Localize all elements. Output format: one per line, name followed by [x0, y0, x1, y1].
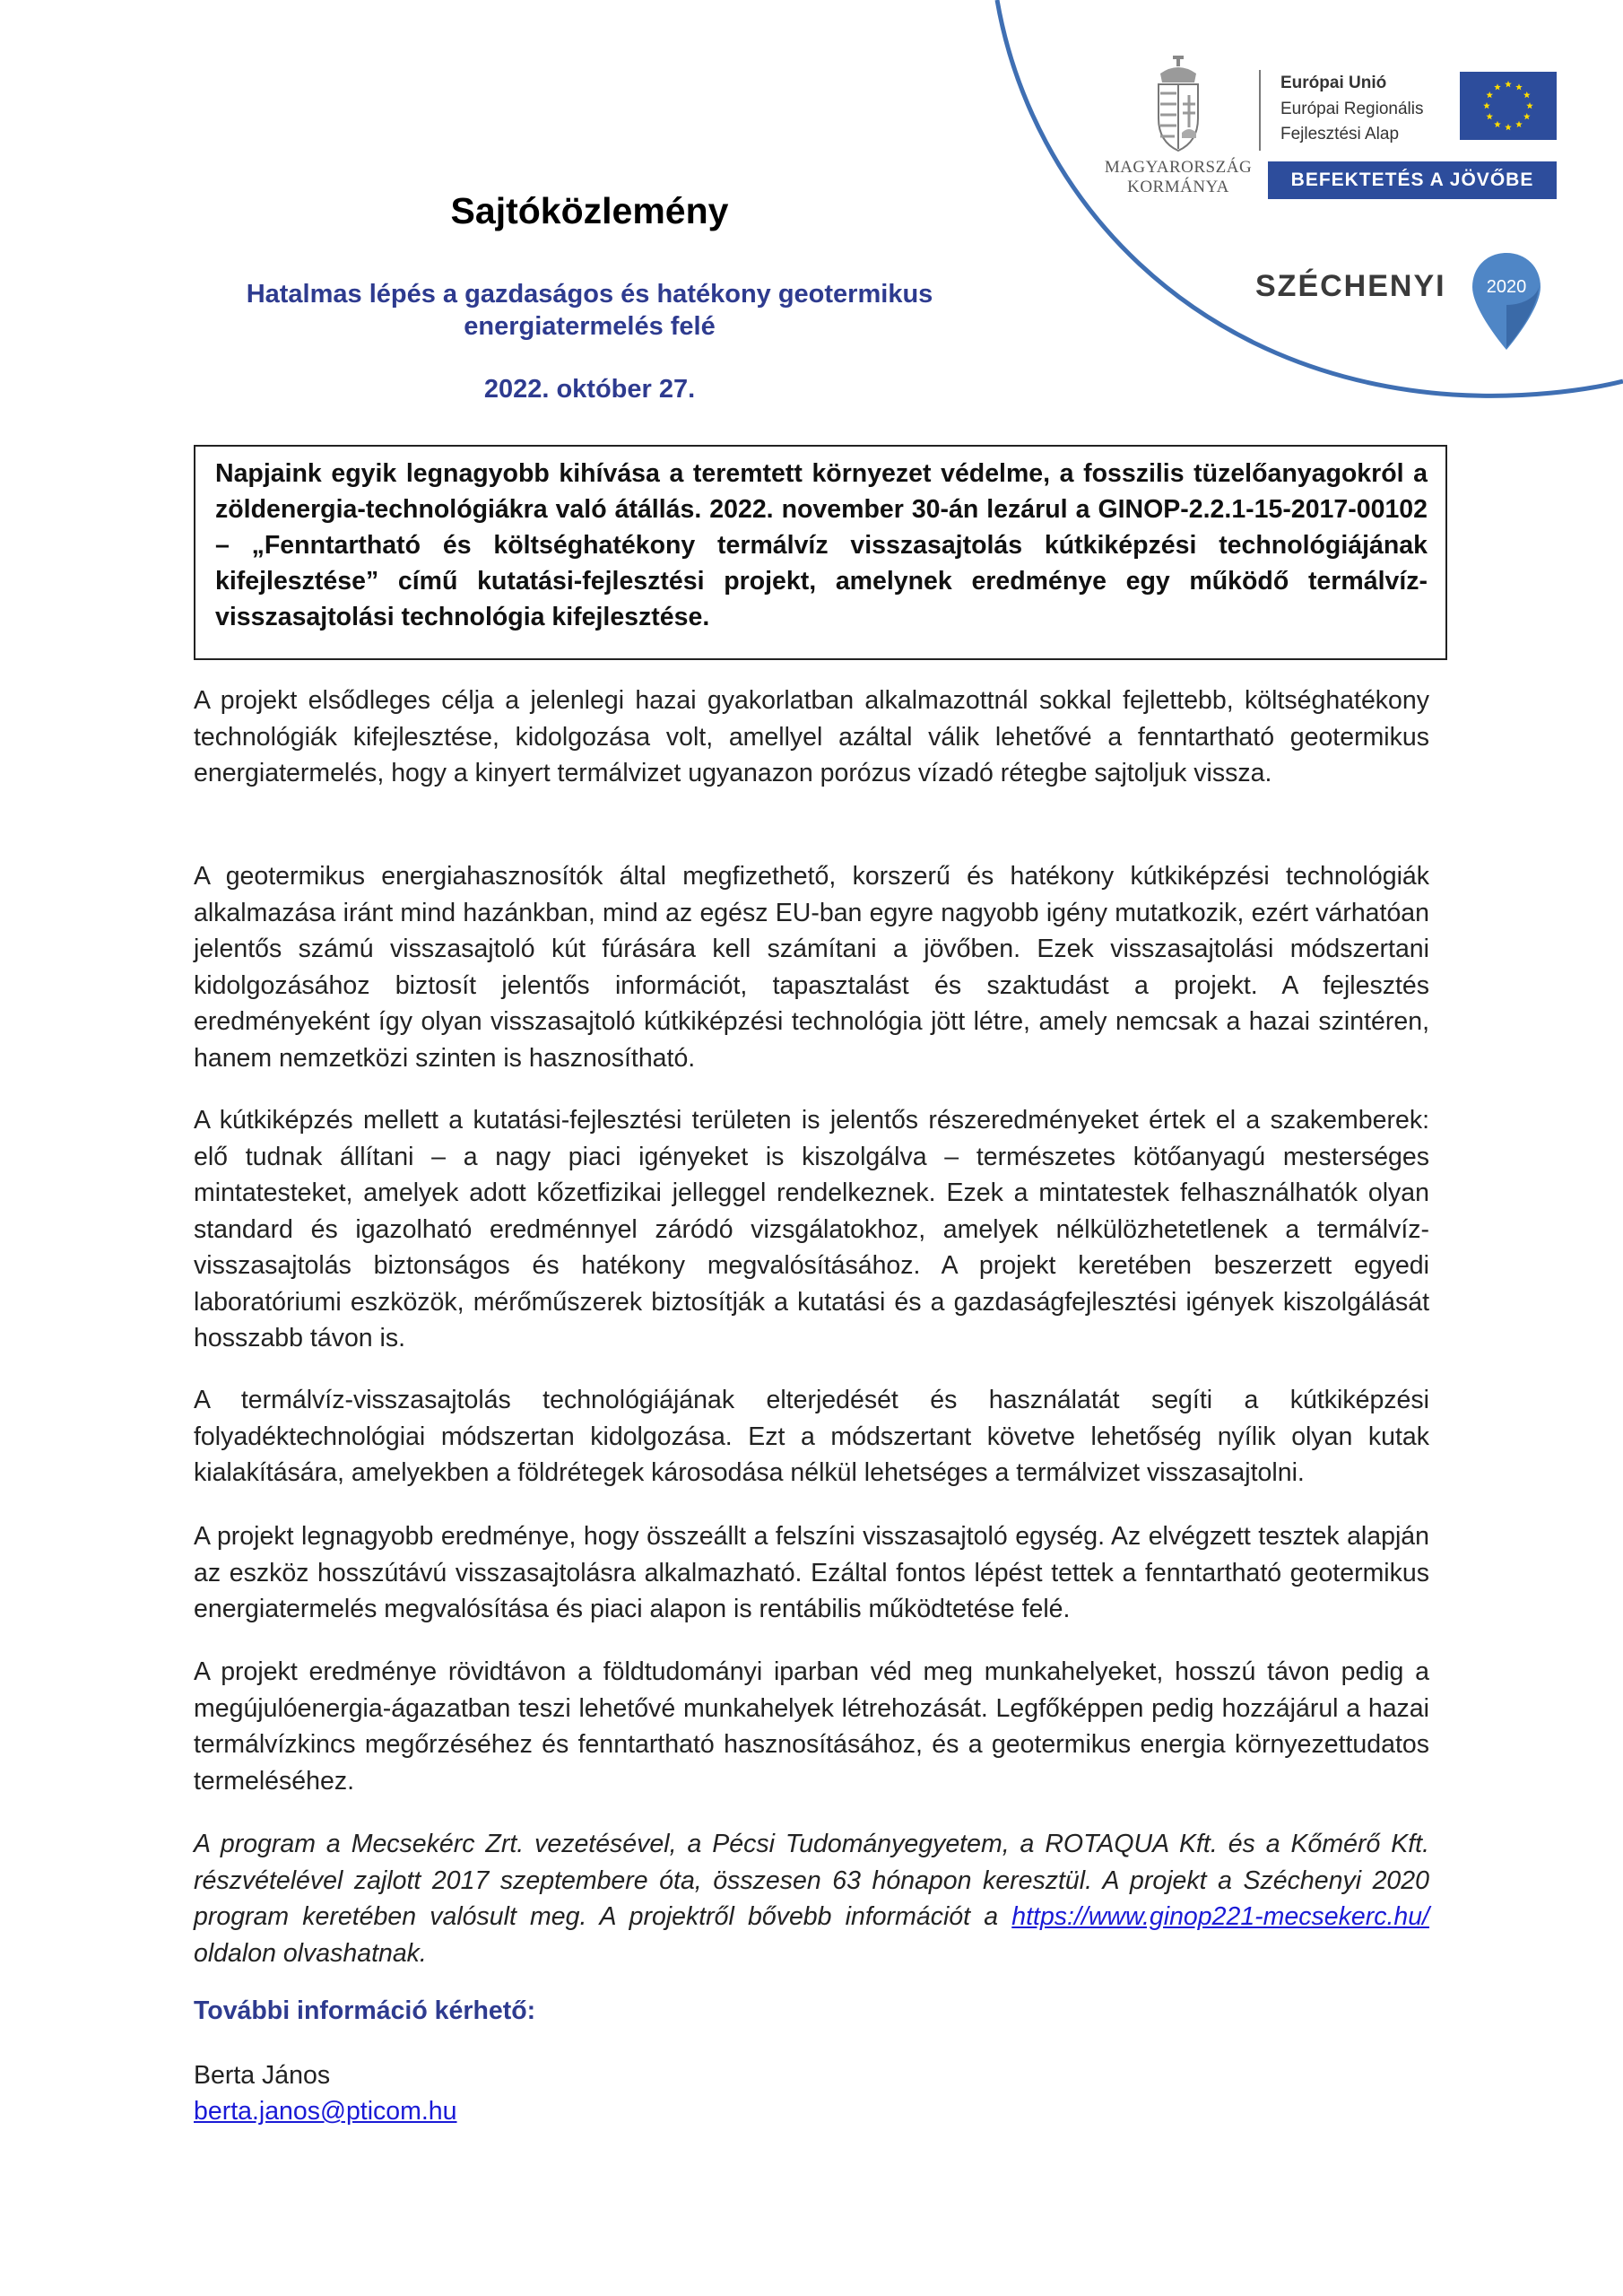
project-website-link[interactable]: https://www.ginop221-mecsekerc.hu/ — [1011, 1902, 1429, 1931]
paragraph-3: A kútkiképzés mellett a kutatási-fejlesztési területen is jelentős részeredményeket értek el a szakemberek: elő tudnak állítani – a nagy piaci igényeket is kiszolgálva – természetes kötőanyagú mesterséges mintatesteket, amelyek adott kőzetfizikai jelleggel rendelkeznek. Ezek a mintatestek felhasználhatók olyan standard és igazolható eredménnyel záródó vizsgálatokhoz, amelyek nélkülözhetetlenek a termálvíz-visszasajtolás biztonságos és hatékony megvalósításához. A projekt keretében beszerzett egyedi laboratóriumi eszközök, mérőműszerek biztosítják a kutatási és a gazdaságfejlesztési igények kiszolgálását hosszabb távon is. — [194, 1106, 1429, 1352]
press-subtitle — [193, 278, 986, 343]
page-title: Sajtóközlemény — [450, 190, 729, 231]
paragraph-5: A projekt legnagyobb eredménye, hogy összeállt a felszíni visszasajtoló egység. Az elvégzett tesztek alapján az eszköz hosszútávú visszasajtolásra alkalmazható. Ezáltal fontos lépést tettek a fenntartható geotermikus energiatermelés megvalósítása és piaci alapon is rentábilis működtetése felé. — [194, 1522, 1429, 1623]
subtitle-line-1: Hatalmas lépés a gazdaságos és hatékony geotermikus — [246, 280, 933, 309]
eu-slogan-banner: BEFEKTETÉS A JÖVŐBE — [1268, 161, 1557, 199]
press-date: 2022. október 27. — [483, 375, 696, 404]
contact-name: Berta János — [194, 2061, 331, 2090]
contact-heading: További információ kérhető: — [194, 1996, 536, 2025]
closing-text: A program a Mecsekérc Zrt. vezetésével, a Pécsi Tudományegyetem, a ROTAQUA Kft. és a Kőmérő Kft. részvételével zajlott 2017 szeptembere óta, összesen 63 hónapon keresztül. A projekt a Széchenyi 2020 program keretében valósult meg. A projektről bővebb információt a — [194, 1830, 1429, 1931]
closing-paragraph — [194, 1826, 1429, 1971]
szechenyi-logo-text: SZÉCHENYI — [1255, 269, 1446, 303]
eu-fund-text: Európai Unió Európai Regionális Fejlesztési Alap — [1259, 70, 1424, 151]
paragraph-2: A geotermikus energiahasznosítók által megfizethető, korszerű és hatékony kútkiképzési technológiák alkalmazása iránt mind hazánkban, mind az egész EU-ban egyre nagyobb igény mutatkozik, ezért várhatóan jelentős számú visszasajtoló kút fúrására kell számítani a jövőben. Ezek visszasajtolási módszertani kidolgozásához biztosít jelentős információt, tapasztalást és szaktudást a projekt. A fejlesztés eredményeként így olyan visszasajtoló kútkiképzési technológia jött létre, amely nemcsak a hazai szintéren, hanem nemzetközi szinten is hasznosítható. — [194, 862, 1429, 1073]
paragraph-6: A projekt eredménye rövidtávon a földtudományi iparban véd meg munkahelyeket, hosszú távon pedig a megújulóenergia-ágazatban teszi lehetővé munkahelyek létrehozását. Legfőképpen pedig hozzájárul a hazai termálvízkincs megőrzéséhez és fenntartható hasznosításához, és a geotermikus energia környezettudatos termeléséhez. — [194, 1657, 1429, 1796]
eu-flag-icon — [1460, 72, 1557, 140]
paragraph-1: A projekt elsődleges célja a jelenlegi hazai gyakorlatban alkalmazottnál sokkal fejlettebb, költséghatékony technológiák kifejlesztése, kidolgozása volt, amellyel azáltal válik lehetővé a fenntartható geotermikus energiatermelés, hogy a kinyert termálvizet ugyanazon porózus vízadó rétegbe sajtoljuk vissza. — [194, 686, 1429, 787]
closing-suffix: oldalon olvashatnak. — [194, 1938, 427, 1968]
lead-text: Napjaink egyik legnagyobb kihívása a teremtett környezet védelme, a fosszilis tüzelőanyagokról a zöldenergia-technológiákra való átállás. 2022. november 30-án lezárul a GINOP-2.2.1-15-2017-00102 – „Fenntartható és költséghatékony termálvíz visszasajtolás kútkiképzési technológiájának kifejlesztése” című kutatási-fejlesztési projekt, amelynek eredménye egy működő termálvíz-visszasajtolási technológia kifejlesztése. — [215, 459, 1428, 631]
szechenyi-year: 2020 — [1486, 277, 1527, 297]
contact-email-link[interactable]: berta.janos@pticom.hu — [194, 2097, 457, 2126]
contact-email-container — [194, 2097, 457, 2126]
paragraph-4: A termálvíz-visszasajtolás technológiájának elterjedését és használatát segíti a kútkiképzési folyadéktechnológiai módszertan kidolgozása. Ezt a módszertant követve lehetőség nyílik olyan kutak kialakítására, amelyekben a földrétegek károsodása nélkül lehetséges a termálvizet visszasajtolni. — [194, 1386, 1429, 1487]
government-logo-text: MAGYARORSZÁG KORMÁNYA — [1104, 158, 1253, 196]
szechenyi-2020-pin-icon — [1471, 251, 1542, 352]
hungarian-coat-of-arms-icon — [1153, 56, 1203, 154]
subtitle-line-2: energiatermelés felé — [464, 312, 716, 341]
